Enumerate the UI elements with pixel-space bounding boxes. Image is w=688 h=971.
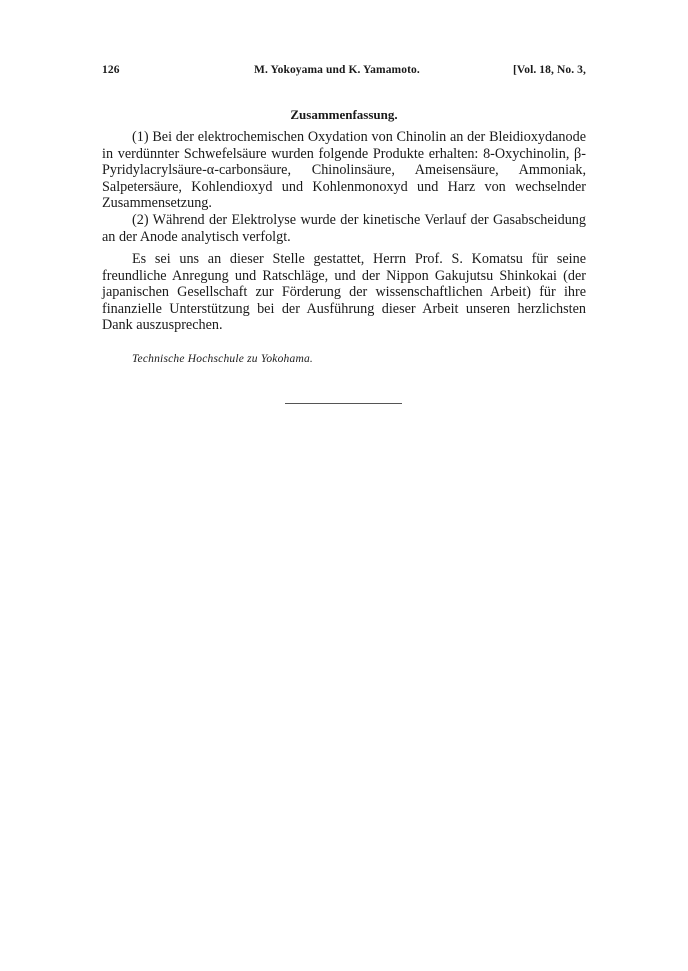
- acknowledgement-section: [102, 251, 586, 334]
- section-title: Zusammenfassung.: [290, 107, 398, 122]
- summary-section: [102, 129, 586, 245]
- acknowledgement-paragraph: Es sei uns an dieser Stelle gestattet, Herrn Prof. S. Komatsu für seine freundliche Anregung und Ratschläge, und der Nippon Gakujutsu Shinkokai (der japanischen Gesellschaft zur Förderung der wissenschaftlichen Arbeit) für ihre finanzielle Unterstützung bei der Ausführung dieser Arbeit unseren herzlichsten Dank auszusprechen.: [102, 251, 586, 334]
- end-rule: [285, 403, 402, 404]
- running-header-authors: M. Yokoyama und K. Yamamoto.: [254, 64, 420, 76]
- summary-paragraph-2: (2) Während der Elektrolyse wurde der kinetische Verlauf der Gasabscheidung an der Anode analytisch verfolgt.: [102, 211, 586, 245]
- affiliation: Technische Hochschule zu Yokohama.: [132, 353, 313, 365]
- running-header-volume: [Vol. 18, No. 3,: [512, 64, 586, 76]
- running-header: [102, 64, 586, 82]
- page-number: 126: [102, 64, 120, 76]
- summary-paragraph-1: (1) Bei der elektrochemischen Oxydation von Chinolin an der Bleidioxydanode in verdünnter Schwefelsäure wurden folgende Produkte erhalten: 8-Oxychinolin, β-Pyridylacrylsäure-α-carbonsäure, Chinolinsäure, Ameisensäure, Ammoniak, Salpetersäure, Kohlendioxyd und Kohlenmonoxyd und Harz von wechselnder Zusammensetzung.: [102, 129, 586, 212]
